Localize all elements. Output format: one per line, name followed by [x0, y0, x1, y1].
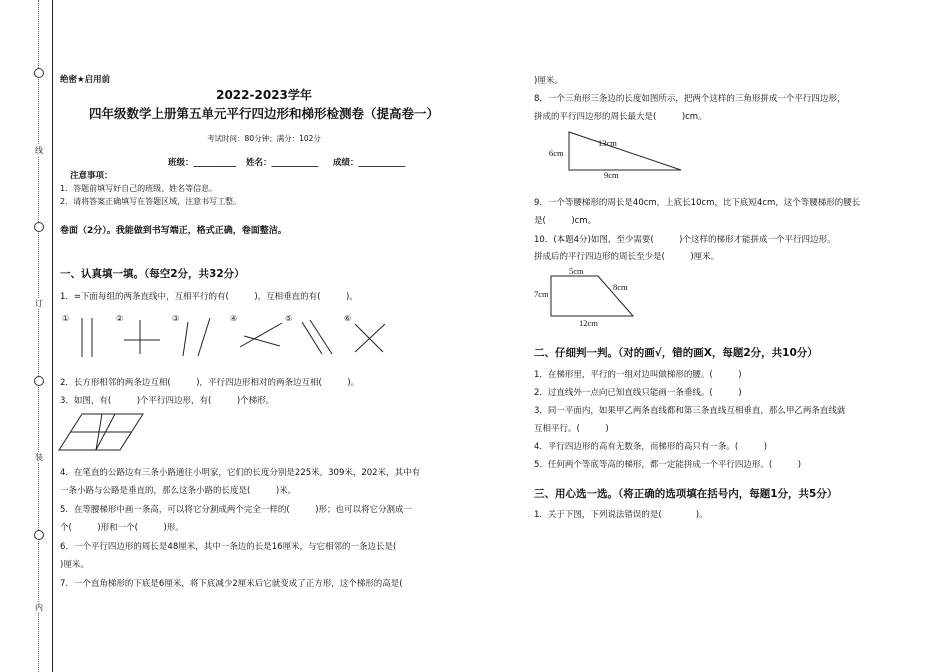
question-3: 3．如图，有( )个平行四边形，有( )个梯形。 — [60, 396, 275, 406]
figure-label: ④ — [230, 314, 238, 323]
q10-trapezoid-figure — [533, 266, 645, 328]
question-5-line2: 个( )形和一个( )形。 — [60, 523, 184, 533]
judge-item: 4．平行四边形的高有无数条，而梯形的高只有一条。( ) — [534, 442, 768, 452]
question-8-line1: 8．一个三角形三条边的长度如图所示，把两个这样的三角形拼成一个平行四边形， — [534, 94, 846, 104]
name-field: 姓名：___________ — [246, 158, 319, 168]
binding-char: 订 — [35, 299, 43, 308]
binding-dotted-line — [38, 0, 40, 672]
binding-char: 线 — [35, 146, 43, 155]
question-9-line1: 9．一个等腰梯形的周长是40cm，上底长10cm，比下底短4cm，这个等腰梯形的腰长 — [534, 198, 861, 208]
figure-label: ① — [62, 314, 70, 323]
figure-label: ③ — [172, 314, 180, 323]
notes-title: 注意事项： — [70, 171, 113, 181]
question-6-line1: 6．一个平行四边形的周长是48厘米，其中一条边的长是16厘米，与它相邻的一条边长是( — [60, 542, 397, 552]
question-4-line1: 4．在笔直的公路边有三条小路通往小明家，它们的长度分别是225米，309米，202米，其中有 — [60, 468, 421, 478]
binding-hole — [34, 68, 44, 78]
trapezoid-label: 12cm — [579, 318, 598, 328]
judge-item: 5．任何两个等底等高的梯形，都一定能拼成一个平行四边形。( ) — [534, 460, 802, 470]
binding-char: 内 — [35, 603, 43, 612]
score-field: 成绩：___________ — [333, 158, 406, 168]
question-7-end: )厘米。 — [534, 76, 563, 86]
binding-hole — [34, 376, 44, 386]
binding-hole — [34, 530, 44, 540]
question-6-line2: )厘米。 — [60, 560, 89, 570]
q1-lines-figure — [58, 310, 398, 360]
note-item: 1．答题前填写好自己的班级、姓名等信息。 — [60, 184, 218, 193]
class-field: 班级：__________ — [168, 158, 237, 168]
trapezoid-label: 5cm — [569, 266, 584, 276]
question-5-line1: 5．在等腰梯形中画一条高，可以将它分割成两个完全一样的( )形；也可以将它分割成一 — [60, 505, 413, 515]
binding-char: 装 — [35, 453, 43, 462]
judge-item: 1．在梯形里，平行的一组对边叫做梯形的腰。( ) — [534, 370, 742, 380]
binding-margin-line — [52, 0, 53, 672]
choice-item: 1．关于下图，下列说法错误的是( )。 — [534, 510, 708, 520]
question-8-line2: 拼成的平行四边形的周长最大是( )cm。 — [534, 112, 707, 122]
judge-item: 2．过直线外一点向已知直线只能画一条垂线。( ) — [534, 388, 742, 398]
judge-item: 3．同一平面内，如果甲乙两条直线都和第三条直线互相垂直，那么甲乙两条直线就 — [534, 406, 846, 416]
question-1: 1．=下面每组的两条直线中，互相平行的有( )，互相垂直的有( )。 — [60, 292, 358, 302]
question-9-line2: 是( )cm。 — [534, 216, 597, 226]
section1-heading: 一、认真填一填。（每空2分，共32分） — [60, 268, 245, 280]
triangle-label: 13cm — [598, 138, 617, 148]
figure-label: ⑥ — [344, 314, 352, 323]
section2-heading: 二、仔细判一判。（对的画√，错的画X，每题2分，共10分） — [534, 347, 818, 359]
judge-item: 互相平行。( ) — [534, 424, 609, 434]
question-2: 2．长方形相邻的两条边互相( )，平行四边形相对的两条边互相( )。 — [60, 378, 360, 388]
q8-triangle-figure — [546, 128, 696, 180]
question-4-line2: 一条小路与公路是垂直的，那么这条小路的长度是( )米。 — [60, 486, 297, 496]
trapezoid-label: 8cm — [613, 282, 628, 292]
page-title: 四年级数学上册第五单元平行四边形和梯形检测卷（提高卷一） — [88, 106, 439, 121]
note-item: 2．请将答案正确填写在答题区域，注意书写工整。 — [60, 197, 242, 206]
trapezoid-label: 7cm — [534, 289, 549, 299]
binding-hole — [34, 222, 44, 232]
secret-label: 绝密★启用前 — [60, 75, 111, 85]
exam-info: 考试时间：80分钟；满分：102分 — [207, 134, 321, 143]
q3-parallelogram-figure — [58, 410, 148, 455]
figure-label: ⑤ — [285, 314, 293, 323]
figure-label: ② — [116, 314, 124, 323]
exam-year: 2022-2023学年 — [216, 88, 312, 102]
question-10-line2: 拼成后的平行四边形的周长至少是( )厘米。 — [534, 252, 720, 262]
triangle-label: 6cm — [549, 148, 564, 158]
paper-score-line: 卷面（2分）。我能做到书写端正，格式正确，卷面整洁。 — [60, 226, 287, 236]
triangle-label: 9cm — [604, 170, 619, 180]
question-7: 7．一个直角梯形的下底是6厘米，将下底减少2厘米后它就变成了正方形，这个梯形的高是( — [60, 579, 403, 589]
question-10-line1: 10．(本题4分)如图，至少需要( )个这样的梯形才能拼成一个平行四边形。 — [534, 235, 836, 245]
section3-heading: 三、用心选一选。（将正确的选项填在括号内，每题1分，共5分） — [534, 488, 838, 500]
